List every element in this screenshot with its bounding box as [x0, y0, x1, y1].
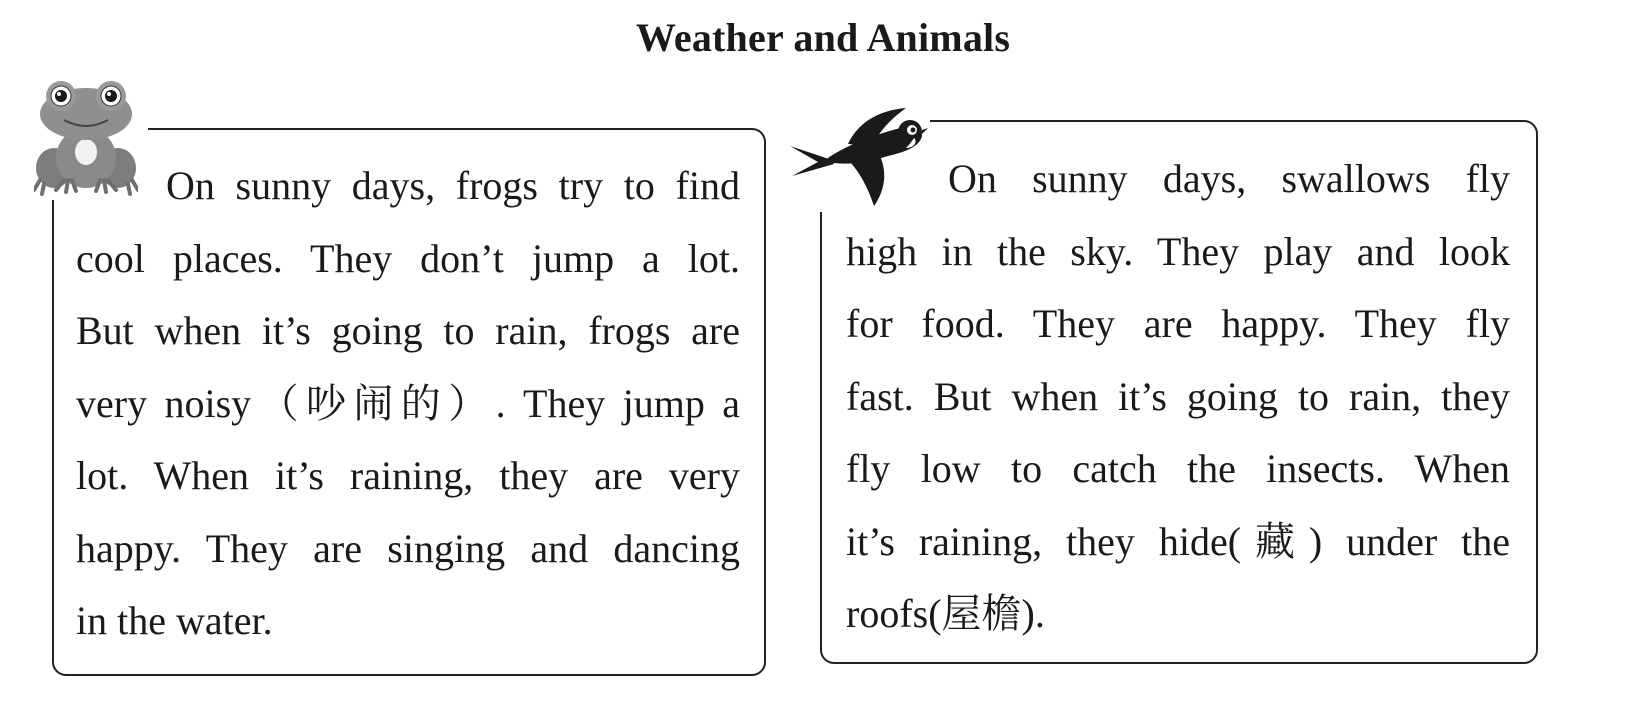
passage-line: On sunny days, swallows fly [948, 156, 1510, 201]
passage-line: On sunny days, frogs try to find [166, 163, 740, 208]
passage-line: high in the sky. They play and look [846, 228, 1510, 274]
frog-passage [76, 150, 740, 658]
passage-line: very noisy（吵闹的）. They jump a [76, 380, 740, 426]
passage-line: cool places. They don’t jump a lot. [76, 235, 740, 281]
passage-line: But when it’s going to rain, frogs are [76, 308, 740, 353]
swallow-passage [846, 143, 1510, 651]
page-title: Weather and Animals [635, 15, 1011, 60]
passage-line: happy. They are singing and dancing [76, 525, 740, 571]
passage-line: in the water. [76, 598, 273, 643]
passage-line: lot. When it’s raining, they are very [76, 453, 740, 498]
passage-line: roofs(屋檐). [846, 591, 1045, 636]
passage-line: fly low to catch the insects. When [846, 446, 1510, 491]
passage-line: fast. But when it’s going to rain, they [846, 373, 1510, 419]
passage-line: for food. They are happy. They fly [846, 301, 1510, 346]
passage-line: it’s raining, they hide(藏) under the [846, 518, 1510, 564]
